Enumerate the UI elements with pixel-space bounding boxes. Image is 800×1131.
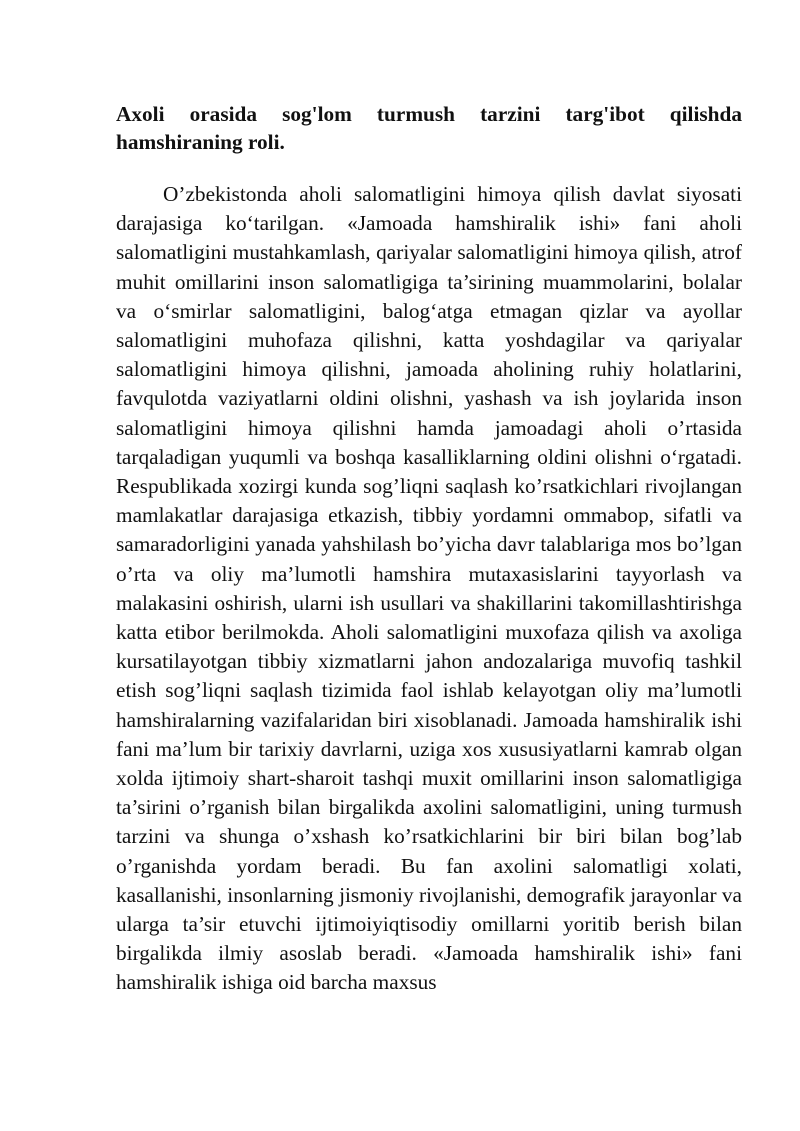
document-title: Axoli orasida sog'lom turmush tarzini targ'ibot qilishda hamshiraning roli.: [116, 102, 742, 154]
body-paragraph: O’zbekistonda aholi salomatligini himoya qilish davlat siyosati darajasiga ko‘tarilgan. «Jamoada hamshiralik ishi» fani aholi salomatligini mustahkamlash, qariyalar salomatligini himoya qilish, atrof muhit omillarini inson salomatligiga ta’sirining muammolarini, bolalar va o‘smirlar salomatligini, balog‘atga etmagan qizlar va ayollar salomatligini muhofaza qilishni, katta yoshdagilar va qariyalar salomatligini himoya qilishni, jamoada aholining ruhiy holatlarini, favqulotda vaziyatlarni oldini olishni, yashash va ish joylarida inson salomatligini himoya qilishni hamda jamoadagi aholi o’rtasida tarqaladigan yuqumli va boshqa kasalliklarning oldini olishni o‘rgatadi. Respublikada xozirgi kunda sog’liqni saqlash ko’rsatkichlari rivojlangan mamlakatlar darajasiga etkazish, tibbiy yordamni ommabop, sifatli va samaradorligini yanada yahshilash bo’yicha davr talablariga mos bo’lgan o’rta va oliy ma’lumotli hamshira mutaxasislarini tayyorlash va malakasini oshirish, ularni ish usullari va shakillarini takomillashtirishga katta etibor berilmokda. Aholi salomatligini muxofaza qilish va axoliga kursatilayotgan tibbiy xizmatlarni jahon andozalariga muvofiq tashkil etish sog’liqni saqlash tizimida faol ishlab kelayotgan oliy ma’lumotli hamshiralarning vazifalaridan biri xisoblanadi. Jamoada hamshiralik ishi fani ma’lum bir tarixiy davrlarni, uziga xos xususiyatlarni kamrab olgan xolda ijtimoiy shart-sharoit tashqi muxit omillarini inson salomatligiga ta’sirini o’rganish bilan birgalikda axolini salomatligini, uning turmush tarzini va shunga o’xshash ko’rsatkichlarini bir biri bilan bog’lab o’rganishda yordam beradi. Bu fan axolini salomatligi xolati, kasallanishi, insonlarning jismoniy rivojlanishi, demografik jarayonlar va ularga ta’sir etuvchi ijtimoiyiqtisodiy omillarni yoritib berish bilan birgalikda ilmiy asoslab beradi. «Jamoada hamshiralik ishi» fani hamshiralik ishiga oid barcha maxsus: [116, 182, 742, 995]
document-content: [116, 100, 742, 998]
